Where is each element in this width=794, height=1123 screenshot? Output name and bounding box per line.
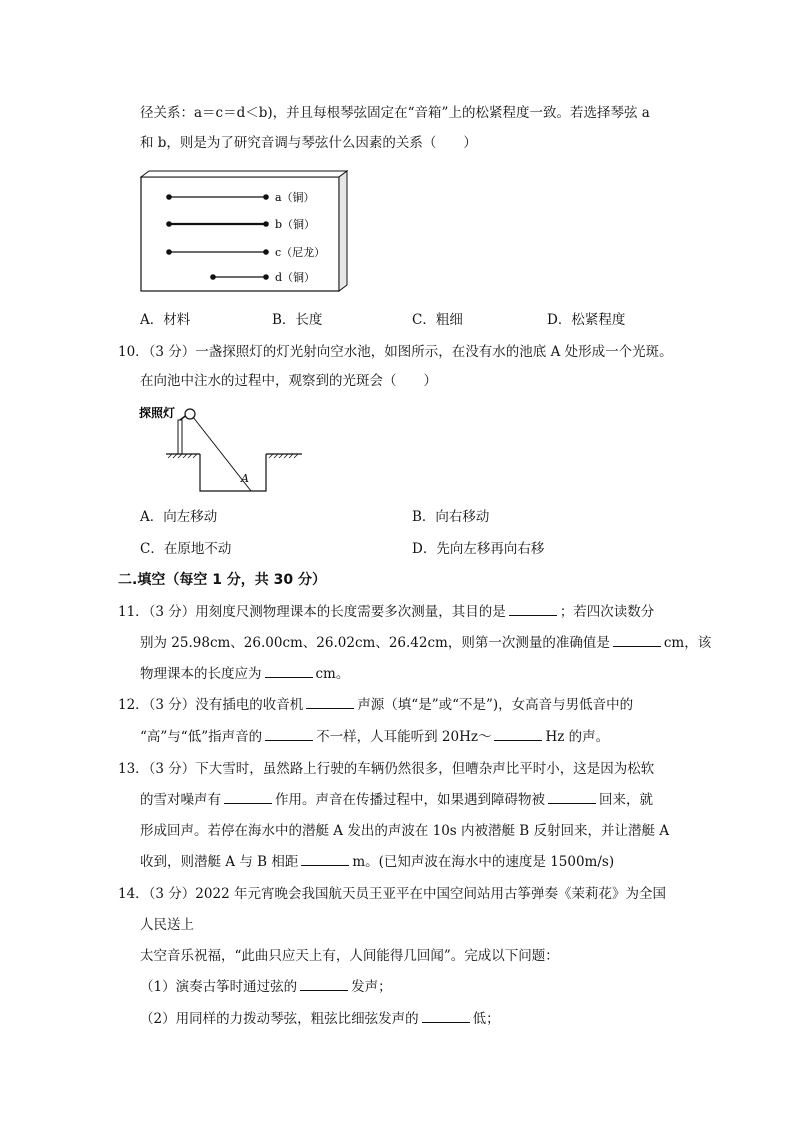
q14-sub2 (140, 1009, 500, 1029)
q12-text-2: 声源（填“是”或“不是”)，女高音与男低音中的 (357, 697, 634, 713)
answer-blank[interactable] (422, 1009, 470, 1023)
answer-blank[interactable] (300, 977, 348, 991)
answer-blank[interactable] (301, 852, 349, 866)
q12-text-5: Hz 的声。 (545, 729, 610, 745)
answer-blank[interactable] (548, 790, 596, 804)
section-2-heading: 二.填空（每空 1 分，共 30 分） (118, 572, 327, 588)
point-a-label: A (241, 472, 249, 485)
q11-text-1: 11．（3 分）用刻度尺测物理课本的长度需要多次测量，其目的是 (118, 604, 506, 620)
q12-text-3: “高”与“低”指声音的 (140, 729, 263, 745)
q12-text-1: 12．（3 分）没有插电的收音机 (118, 697, 304, 713)
q11-text-3: 别为 25.98cm、26.00cm、26.02cm、26.42cm，则第一次测量的准确值是 (140, 635, 610, 651)
q9-option-b: B．长度 (272, 312, 323, 328)
q9-option-a: A．材料 (140, 312, 191, 328)
q10-line1: 10．（3 分）一盏探照灯的灯光射向空水池，如图所示，在没有水的池底 A 处形成一个光斑。 (118, 344, 673, 360)
q14-sub2-text-a: （2）用同样的力拨动琴弦，粗弦比细弦发声的 (140, 1011, 419, 1027)
q10-option-a: A．向左移动 (140, 509, 218, 525)
string-a-label: a（铜） (275, 191, 315, 204)
q10-option-d: D．先向左移再向右移 (412, 541, 545, 557)
q11-text-2: ；若四次读数分 (559, 604, 655, 620)
q14-sub1-text-a: （1）演奏古筝时通过弦的 (140, 979, 298, 995)
q13-text-3: 作用。声音在传播过程中，如果遇到障碍物被 (275, 792, 545, 808)
q13-line2 (140, 790, 653, 810)
searchlight-label: 探照灯 (139, 406, 176, 420)
q13-text-6: 收到，则潜艇 A 与 B 相距 (140, 854, 299, 870)
q14-sub1 (140, 977, 392, 997)
answer-blank[interactable] (224, 790, 272, 804)
q12-line1 (118, 695, 633, 715)
q11-text-6: cm。 (315, 666, 350, 682)
answer-blank[interactable] (306, 695, 354, 709)
q13-text-7: m。(已知声波在海水中的速度是 1500m/s) (352, 854, 615, 870)
q11-text-4: cm，该 (663, 635, 712, 651)
answer-blank[interactable] (494, 727, 542, 741)
string-b-label: b（铜） (275, 218, 316, 231)
q11-text-5: 物理课本的长度应为 (140, 666, 262, 682)
q13-text-2: 的雪对噪声有 (140, 792, 221, 808)
q11-line1 (118, 602, 654, 622)
q14-line2: 人民送上 (140, 917, 194, 933)
q12-text-4: 不一样，人耳能听到 20Hz～ (316, 729, 492, 745)
answer-blank[interactable] (509, 602, 557, 616)
q12-line2 (140, 727, 609, 747)
q11-line3 (140, 664, 349, 684)
q10-line2: 在向池中注水的过程中，观察到的光斑会（ ） (140, 373, 437, 389)
q11-line2 (140, 633, 711, 653)
q9-line1: 径关系：a＝c＝d＜b)，并且每根琴弦固定在“音箱”上的松紧程度一致。若选择琴弦 a (140, 105, 650, 121)
q13-line3: 形成回声。若停在海水中的潜艇 A 发出的声波在 10s 内被潜艇 B 反射回来，并让潜艇 A (140, 823, 670, 839)
q9-option-d: D．松紧程度 (547, 312, 626, 328)
q14-sub2-text-b: 低； (472, 1011, 500, 1027)
string-c-label: c（尼龙） (275, 246, 326, 259)
q13-text-4: 回来，就 (599, 792, 653, 808)
answer-blank[interactable] (613, 633, 661, 647)
q13-line1: 13．（3 分）下大雪时，虽然路上行驶的车辆仍然很多，但嘈杂声比平时小，这是因为松软 (118, 761, 655, 777)
q9-option-c: C．粗细 (412, 312, 463, 328)
q14-sub1-text-b: 发声； (351, 979, 392, 995)
q10-pool-figure (136, 402, 308, 498)
q13-line4 (140, 852, 614, 872)
q9-line2: 和 b，则是为了研究音调与琴弦什么因素的关系（ ） (140, 135, 477, 151)
q14-line1: 14．（3 分）2022 年元宵晚会我国航天员王亚平在中国空间站用古筝弹奏《茉莉花》为全国 (118, 886, 666, 902)
q10-option-b: B．向右移动 (412, 509, 490, 525)
q9-strings-figure (140, 170, 354, 300)
string-d-label: d（铜） (275, 271, 316, 284)
answer-blank[interactable] (265, 664, 313, 678)
q14-line3: 太空音乐祝福，“此曲只应天上有，人间能得几回闻”。完成以下问题： (140, 948, 559, 964)
answer-blank[interactable] (265, 727, 313, 741)
q10-option-c: C．在原地不动 (140, 541, 232, 557)
